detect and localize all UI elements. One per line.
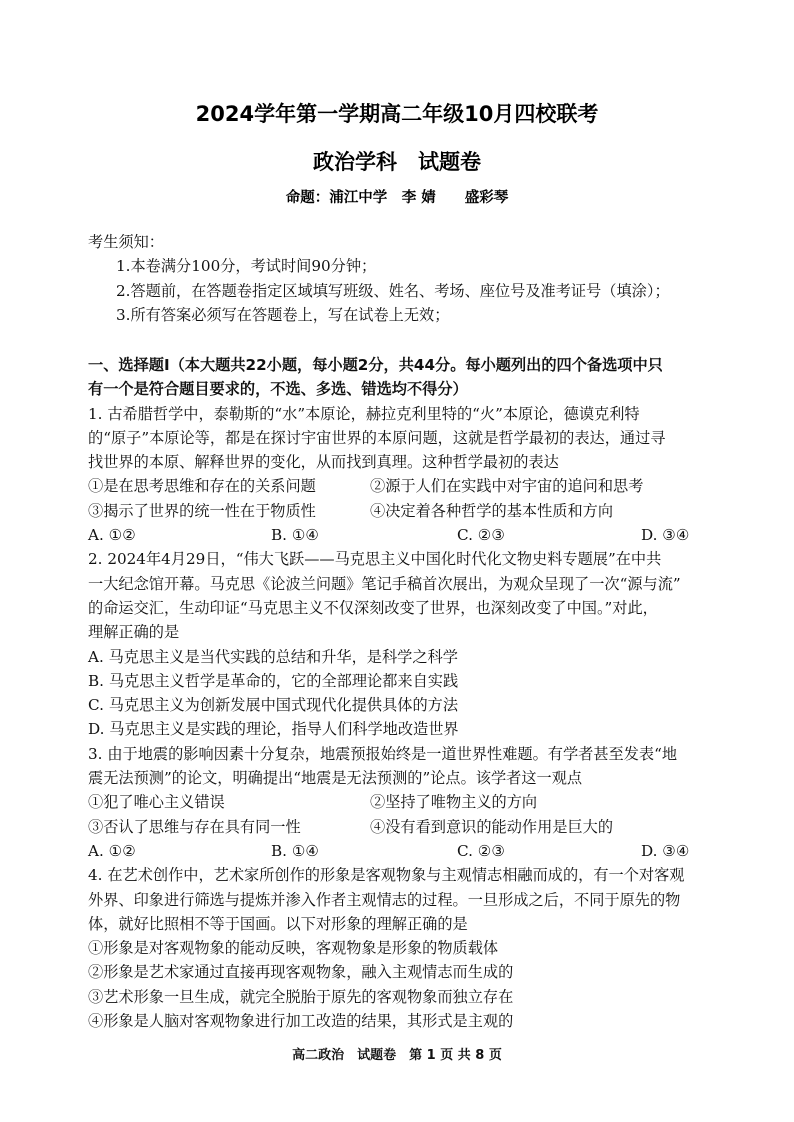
statement: ②源于人们在实践中对宇宙的追问和思考 — [370, 477, 644, 496]
statement-row — [88, 815, 708, 839]
subject-title: 政治学科 试题卷 — [313, 150, 481, 174]
option-d: D. ③④ — [641, 526, 690, 545]
question-stem: 体，就好比照相不等于国画。以下对形象的理解正确的是 — [88, 914, 468, 933]
statement: ④决定着各种哲学的基本性质和方向 — [370, 501, 613, 520]
notice-block — [88, 230, 708, 327]
option-b: B. 马克思主义哲学是革命的，它的全部理论都来自实践 — [88, 671, 459, 690]
option-a: A. ①② — [88, 526, 136, 545]
notice-item: 2.答题前，在答题卷指定区域填写班级、姓名、考场、座位号及准考证号（填涂）； — [116, 281, 670, 300]
statement: ④形象是人脑对客观物象进行加工改造的结果，其形式是主观的 — [88, 1012, 514, 1031]
question-stem: 4. 在艺术创作中，艺术家所创作的形象是客观物象与主观情志相融而成的，有一个对客观 — [88, 866, 685, 885]
option-a: A. 马克思主义是当代实践的总结和升华，是科学之科学 — [88, 647, 458, 666]
section-one — [88, 353, 708, 1033]
answer-options — [88, 523, 708, 547]
option-d: D. ③④ — [641, 841, 690, 860]
question-stem: 外界、印象进行筛选与提炼并渗入作者主观情志的过程。一旦形成之后，不同于原先的物 — [88, 890, 681, 909]
notice-heading: 考生须知： — [88, 233, 164, 251]
option-b: B. ①④ — [271, 526, 320, 545]
question-stem: 的命运交汇，生动印证“马克思主义不仅深刻改变了世界，也深刻改变了中国。”对此， — [88, 598, 658, 617]
statement: ②形象是艺术家通过直接再现客观物象，融入主观情志而生成的 — [88, 963, 514, 982]
option-d: D. 马克思主义是实践的理论，指导人们科学地改造世界 — [88, 720, 459, 739]
statement: ③否认了思维与存在具有同一性 — [88, 817, 301, 836]
question-stem: 找世界的本原、解释世界的变化，从而找到真理。这种哲学最初的表达 — [88, 453, 559, 472]
question-4 — [88, 863, 708, 1033]
statement: ②坚持了唯物主义的方向 — [370, 793, 538, 812]
section-heading: 有一个是符合题目要求的，不选、多选、错选均不得分） — [88, 380, 468, 399]
question-3 — [88, 742, 708, 863]
exam-title: 2024学年第一学期高二年级10月四校联考 — [195, 102, 599, 126]
option-c: C. ②③ — [457, 841, 505, 860]
option-a: A. ①② — [88, 841, 136, 860]
statement-row — [88, 499, 708, 523]
statement: ①犯了唯心主义错误 — [88, 793, 225, 812]
option-b: B. ①④ — [271, 841, 320, 860]
page-footer: 高二政治 试题卷 第 1 页 共 8 页 — [292, 1048, 502, 1063]
statement-row — [88, 790, 708, 814]
statement: ③艺术形象一旦生成，就完全脱胎于原先的客观物象而独立存在 — [88, 987, 514, 1006]
question-stem: 1. 古希腊哲学中，泰勒斯的“水”本原论，赫拉克利里特的“火”本原论，德谟克利特 — [88, 404, 640, 423]
statement: ①形象是对客观物象的能动反映，客观物象是形象的物质载体 — [88, 939, 499, 958]
statement: ③揭示了世界的统一性在于物质性 — [88, 501, 316, 520]
question-stem: 2. 2024年4月29日，“伟大飞跃——马克思主义中国化时代化文物史料专题展”在中共 — [88, 550, 662, 569]
notice-item: 1.本卷满分100分，考试时间90分钟； — [116, 257, 377, 276]
question-stem: 3. 由于地震的影响因素十分复杂，地震预报始终是一道世界性难题。有学者甚至发表“地 — [88, 744, 678, 763]
question-stem: 震无法预测”的论文，明确提出“地震是无法预测的”论点。该学者这一观点 — [88, 769, 583, 788]
question-2 — [88, 547, 708, 741]
section-heading: 一、选择题Ⅰ（本大题共22小题，每小题2分，共44分。每小题列出的四个备选项中只 — [88, 356, 663, 374]
authors-line: 命题：浦江中学 李 婧 盛彩琴 — [285, 190, 509, 206]
statement-row — [88, 474, 708, 498]
question-stem: 一大纪念馆开幕。马克思《论波兰问题》笔记手稿首次展出，为观众呈现了一次“源与流” — [88, 574, 681, 593]
question-1 — [88, 402, 708, 548]
statement: ①是在思考思维和存在的关系问题 — [88, 477, 316, 496]
option-c: C. ②③ — [457, 526, 505, 545]
question-stem: 的“原子”本原论等，都是在探讨宇宙世界的本原问题，这就是哲学最初的表达，通过寻 — [88, 428, 666, 447]
question-stem: 理解正确的是 — [88, 623, 180, 642]
answer-options — [88, 839, 708, 863]
notice-item: 3.所有答案必须写在答题卷上，写在试卷上无效； — [116, 305, 450, 324]
option-c: C. 马克思主义为创新发展中国式现代化提供具体的方法 — [88, 696, 459, 715]
statement: ④没有看到意识的能动作用是巨大的 — [370, 817, 613, 836]
